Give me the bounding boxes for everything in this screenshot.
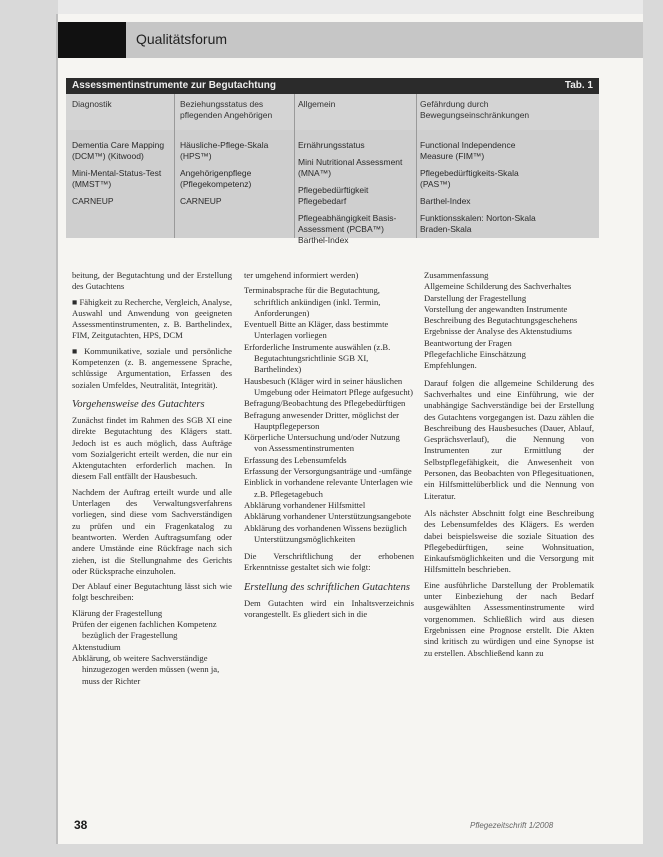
list-item: Abklärung des vorhandenen Wissens bezüglich Unterstützungsmöglichkeiten: [244, 522, 407, 544]
list-item: Terminabsprache für die Begutachtung, schriftlich ankündigen (inkl. Termin, Anforderungen): [244, 285, 381, 318]
list-item: Körperliche Untersuchung und/oder Nutzung von Assessmentinstrumenten: [244, 432, 400, 454]
process-list: [244, 285, 414, 545]
text-column-right: [424, 270, 594, 663]
table-number: Tab. 1: [564, 80, 593, 91]
column-header: Allgemein: [298, 99, 336, 109]
table-cell: CARNEUP: [180, 196, 222, 206]
column-header: Gefährdung durch Bewegungseinschränkungen: [420, 99, 530, 120]
table-column-allgemein: [298, 140, 414, 252]
list-item: Zusammenfassung: [424, 270, 489, 280]
gutachten-structure-list: [424, 270, 594, 372]
table-column-diagnostik: [72, 140, 172, 213]
list-item: Aktenstudium: [72, 641, 121, 652]
table-column-beziehung: [180, 140, 292, 213]
list-item: Abklärung vorhandener Hilfsmittel: [244, 499, 366, 510]
list-item: Erforderliche Instrumente auswählen (z.B. Begutachtungsrichtlinie SGB XI, Barthelindex): [244, 341, 391, 375]
text-column-middle: [244, 270, 414, 624]
table-cell: Barthel-Index: [420, 196, 471, 206]
list-item: Ergebnisse der Analyse des Aktenstudiums: [424, 326, 572, 337]
text-column-left: [72, 270, 232, 687]
paragraph: ter umgehend informiert werden): [244, 270, 359, 280]
list-item: Abklärung vorhandener Unterstützungsangebote: [244, 511, 412, 522]
table-cell: Dementia Care Mapping (DCM™) (Kitwood): [72, 140, 165, 161]
paragraph: Zunächst findet im Rahmen des SGB XI eine direkte Begutachtung des Klägers statt. Jedoch ist es auch möglich, dass Aufträge vom Sozialgericht erteilt werden, die nur ein Aktengutachten erforderlich machen. In diesem Fall entfällt der Hausbesuch.: [72, 414, 232, 482]
paragraph: Als nächster Abschnitt folgt eine Beschreibung des Lebensumfeldes des Klägers. Es werden dabei beispielsweise die soziale Situation des Pflegebedürftigen, seine Wohnsituation, Einkaufsmöglichkeiten und die Versorgung mit Hilfsmitteln beschrieben.: [424, 507, 594, 575]
list-item: Darstellung der Fragestellung: [424, 292, 527, 303]
list-item: Einblick in vorhandene relevante Unterlagen wie z.B. Pflegetagebuch: [244, 477, 413, 499]
paragraph: Die Verschriftlichung der erhobenen Erkenntnisse gestaltet sich wie folgt:: [244, 551, 414, 573]
paragraph: Nachdem der Auftrag erteilt wurde und alle Unterlagen des Verwaltungsverfahrens vorliegen, sind diese vom Sachverständigen zu prüfen und ein Fragenkatalog zu beantworten. Werden Auftragsumfang oder andere Umstände eine Rückfrage nach sich ziehen, ist die Stellungnahme des Gerichts oder Rücksprache einzuholen.: [72, 486, 232, 576]
column-header: Diagnostik: [72, 99, 112, 109]
header-block: [58, 22, 126, 58]
list-item: Befragung anwesender Dritter, möglichst der Hauptpflegeperson: [244, 409, 400, 431]
subheading: Vorgehensweise des Gutachters: [72, 398, 205, 410]
list-item: Vorstellung der angewandten Instrumente: [424, 303, 568, 314]
table-divider: [416, 94, 417, 238]
list-item: Empfehlungen.: [424, 360, 477, 371]
paragraph: Eine ausführliche Darstellung der Problematik unter Einbeziehung der nach Bedarf ausgewählten Assessmentinstrumente wird vorgenommen. Schließlich wird aus diesen Ergebnissen eine Prognose erstellt. Die Akten sind kritisch zu würdigen und eine Synopse ist zu erstellen. Abschließend kann zu: [424, 579, 594, 658]
list-item: Erfassung des Lebensumfelds: [244, 454, 347, 465]
paragraph: beitung, der Begutachtung und der Erstellung des Gutachtens: [72, 270, 232, 292]
table-column-bewegung: [420, 140, 550, 241]
table-cell: Functional Independence Measure (FIM™): [420, 140, 516, 161]
page-number: 38: [74, 818, 88, 832]
list-item: Erfassung der Versorgungsanträge und -umfänge: [244, 466, 412, 477]
table-column-headers: [66, 94, 599, 131]
section-header: [58, 22, 643, 58]
table-divider: [294, 94, 295, 238]
table-cell: Pflegebedürftigkeits-Skala (PAS™): [420, 168, 519, 189]
list-item: Pflegefachliche Einschätzung: [424, 349, 526, 360]
table-cell: Funktionsskalen: Norton-Skala Braden-Skala: [420, 213, 536, 234]
list-item: Abklärung, ob weitere Sachverständige hinzugezogen werden müssen (wenn ja, muss der Richter: [72, 652, 220, 686]
assessment-table: [66, 78, 599, 245]
table-cell: Ernährungsstatus: [298, 140, 365, 150]
journal-reference: Pflegezeitschrift 1/2008: [470, 821, 554, 830]
table-cell: Pflegebedürftigkeit Pflegebedarf: [298, 185, 369, 206]
table-cell: Angehörigenpflege (Pflegekompetenz): [180, 168, 252, 189]
list-item: Hausbesuch (Kläger wird in seiner häuslichen Umgebung oder Heimatort Pflege aufgesucht): [244, 375, 413, 397]
list-item: Allgemeine Schilderung des Sachverhaltes: [424, 281, 572, 292]
list-item: Beschreibung des Begutachtungsgeschehens: [424, 315, 578, 326]
paragraph: Der Ablauf einer Begutachtung lässt sich wie folgt beschreiben:: [72, 581, 232, 603]
table-cell: Mini Nutritional Assessment (MNA™): [298, 157, 403, 178]
process-list: [72, 608, 232, 687]
table-title: Assessmentinstrumente zur Begutachtung: [72, 80, 276, 91]
paragraph: ■ Fähigkeit zu Recherche, Vergleich, Analyse, Auswahl und Anwendung von geeigneten Assessmentinstrumenten, z. B. Barthelindex, FIM, Zeitgutachten, HPS, DCM: [72, 296, 232, 341]
list-item: Klärung der Fragestellung: [72, 607, 163, 618]
section-title: Qualitätsforum: [136, 31, 228, 47]
list-item: Beantwortung der Fragen: [424, 337, 512, 348]
table-body: [66, 130, 599, 245]
paragraph: ■ Kommunikative, soziale und persönliche Kompetenzen (z. B. angemessene Sprache, schlüssige Argumentation, Erfassen des sozialen Umfeldes, Neutralität, Integrität).: [72, 345, 232, 390]
table-cell: Pflegeabhängigkeit Basis-Assessment (PCBA™) Barthel-Index: [298, 213, 397, 245]
table-divider: [174, 94, 175, 238]
paragraph: Dem Gutachten wird ein Inhaltsverzeichnis vorangestellt. Es gliedert sich in die: [244, 597, 414, 620]
list-item: Prüfen der eigenen fachlichen Kompetenz bezüglich der Fragestellung: [72, 619, 217, 641]
column-header: Beziehungsstatus des pflegenden Angehörigen: [180, 99, 273, 120]
list-item: Eventuell Bitte an Kläger, dass bestimmte Unterlagen vorliegen: [244, 319, 389, 341]
scan-top-strip: [58, 0, 643, 14]
list-item: Befragung/Beobachtung des Pflegebedürftigen: [244, 398, 406, 409]
table-header: [66, 78, 599, 94]
table-cell: CARNEUP: [72, 196, 114, 206]
subheading: Erstellung des schriftlichen Gutachtens: [244, 581, 410, 593]
table-cell: Häusliche-Pflege-Skala (HPS™): [180, 140, 269, 161]
table-cell: Mini-Mental-Status-Test (MMST™): [72, 168, 162, 189]
paragraph: Darauf folgen die allgemeine Schilderung des Sachverhaltes und eine Einführung, wie der unabhängige Sachverständige bei der Erstellung des Gutachtens vorgegangen ist. Dazu zählen die Beschreibung des Hausbesuches (Dauer, Ablauf, Gesprächsverlauf), die Nennung von Instrumenten zur Ermittlung der Selbstpflegefähigkeit, die Anwesenheit von Personen, das Beobachten von Pflegesituationen, ein Hilfsmittelüberblick und die Nennung von Literatur.: [424, 377, 594, 501]
